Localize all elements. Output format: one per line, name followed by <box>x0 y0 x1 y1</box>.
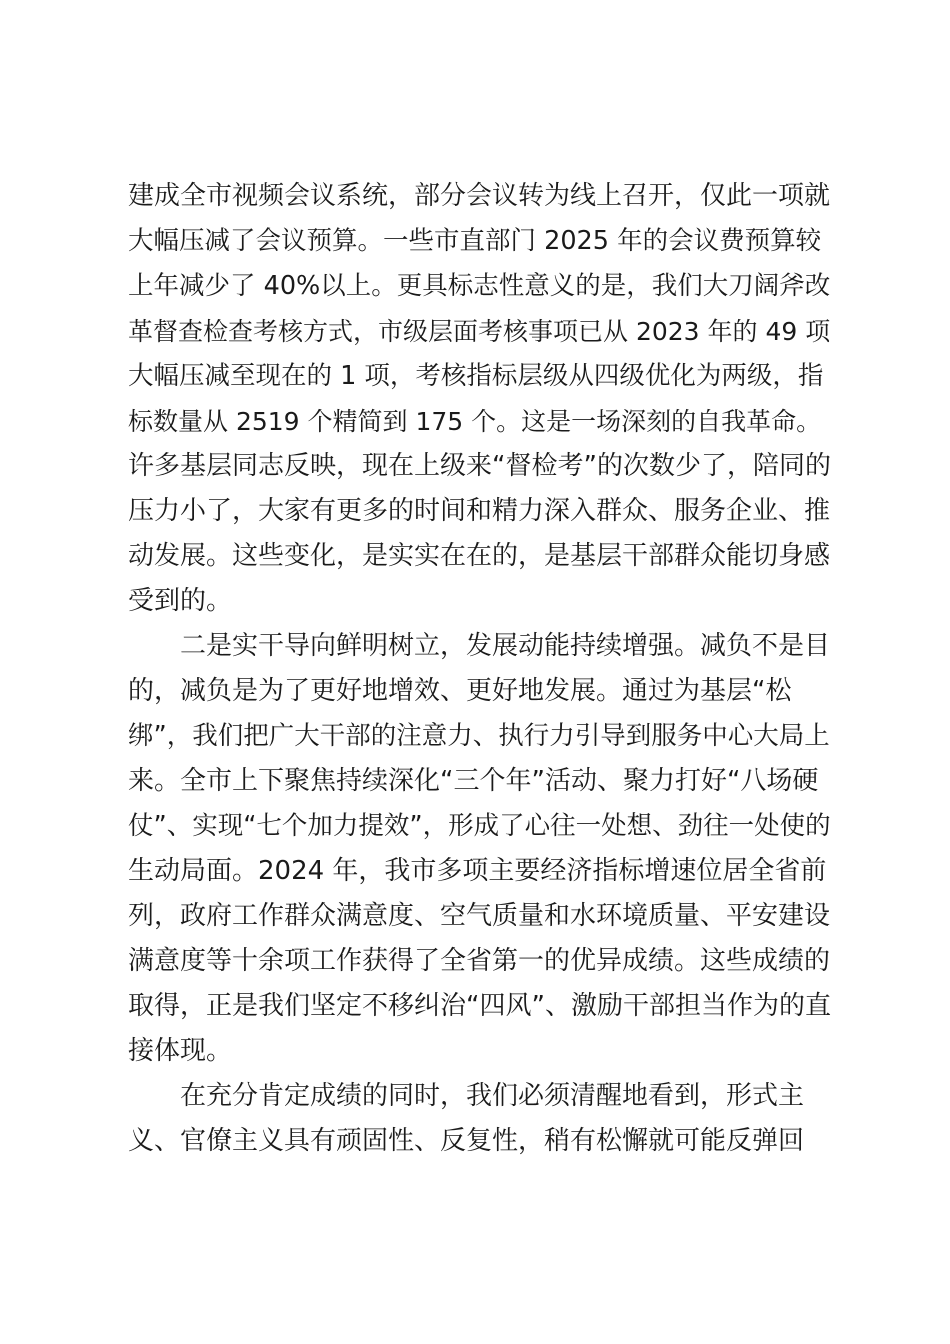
text-line: 义、官僚主义具有顽固性、反复性，稍有松懈就可能反弹回 <box>128 1126 805 1156</box>
text-line: 压力小了，大家有更多的时间和精力深入群众、服务企业、推 <box>128 496 831 526</box>
text-line: 革督查检查考核方式，市级层面考核事项已从 2023 年的 49 项 <box>128 317 831 346</box>
text-line: 绑”，我们把广大干部的注意力、执行力引导到服务中心大局上 <box>128 721 830 751</box>
text-line: 接体现。 <box>128 1036 233 1066</box>
paragraph-2 <box>128 624 834 1074</box>
document-body <box>128 174 834 1164</box>
text-line: 在充分肯定成绩的同时，我们必须清醒地看到，形式主 <box>180 1081 805 1111</box>
text-line: 大幅压减了会议预算。一些市直部门 2025 年的会议费预算较 <box>128 226 822 256</box>
text-line: 许多基层同志反映，现在上级来“督检考”的次数少了，陪同的 <box>128 451 831 481</box>
text-line: 建成全市视频会议系统，部分会议转为线上召开，仅此一项就 <box>128 181 831 211</box>
paragraph-3 <box>128 1074 834 1164</box>
text-line: 生动局面。2024 年，我市多项主要经济指标增速位居全省前 <box>128 856 827 886</box>
text-line: 上年减少了 40%以上。更具标志性意义的是，我们大刀阔斧改 <box>128 271 831 301</box>
text-line: 动发展。这些变化，是实实在在的，是基层干部群众能切身感 <box>128 541 831 571</box>
text-line: 的，减负是为了更好地增效、更好地发展。通过为基层“松 <box>128 676 792 706</box>
text-line: 列，政府工作群众满意度、空气质量和水环境质量、平安建设 <box>128 901 831 931</box>
paragraph-1 <box>128 174 834 624</box>
text-line: 受到的。 <box>128 586 233 616</box>
text-line: 仗”、实现“七个加力提效”，形成了心往一处想、劲往一处使的 <box>128 811 831 841</box>
text-line: 满意度等十余项工作获得了全省第一的优异成绩。这些成绩的 <box>128 946 831 976</box>
text-line: 取得，正是我们坚定不移纠治“四风”、激励干部担当作为的直 <box>128 991 831 1021</box>
text-line: 标数量从 2519 个精简到 175 个。这是一场深刻的自我革命。 <box>128 407 822 436</box>
text-line: 二是实干导向鲜明树立，发展动能持续增强。减负不是目 <box>180 631 831 661</box>
text-line: 大幅压减至现在的 1 项，考核指标层级从四级优化为两级，指 <box>128 361 824 391</box>
text-line: 来。全市上下聚焦持续深化“三个年”活动、聚力打好“八场硬 <box>128 766 819 796</box>
